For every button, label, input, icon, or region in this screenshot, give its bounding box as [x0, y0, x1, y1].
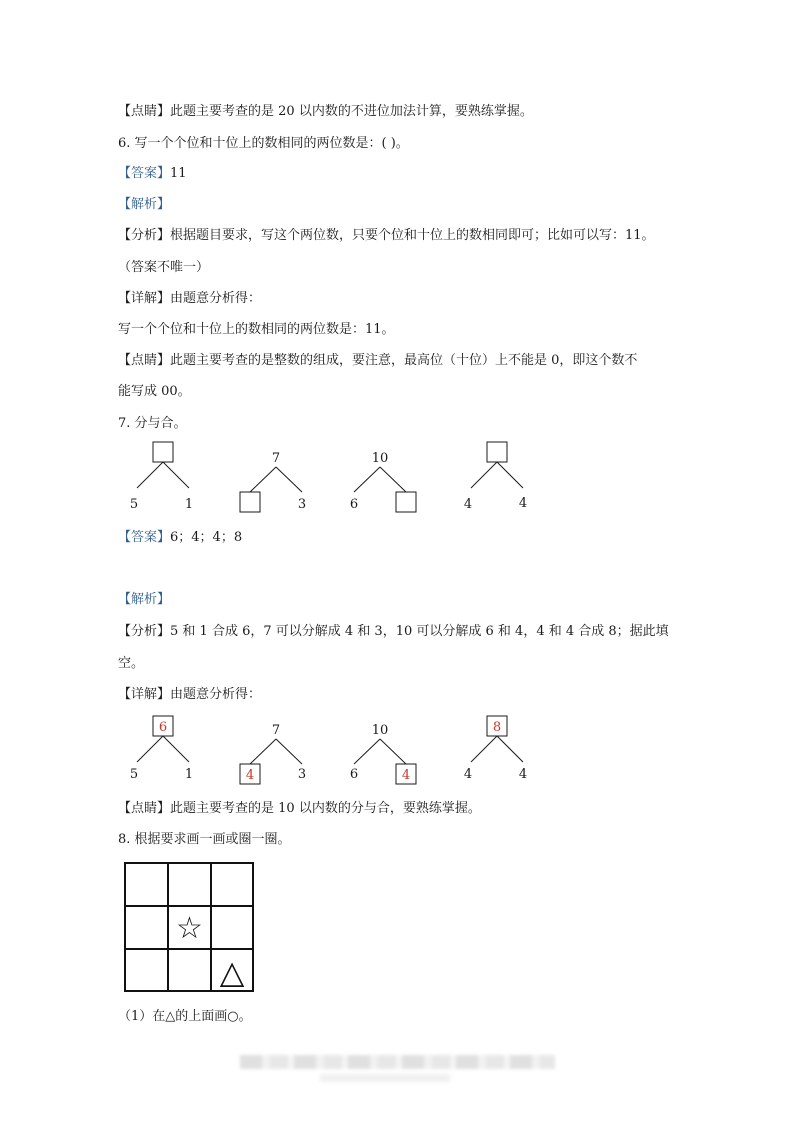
branch-right: [276, 467, 302, 492]
tree-top: 10: [371, 451, 389, 466]
q7-jiexi-tag: 【解析】: [118, 592, 171, 607]
answer-text: 6；4；4；8: [170, 530, 243, 545]
blank-box[interactable]: [396, 492, 416, 512]
answer-tag: 【答案】: [118, 530, 171, 545]
xiangjie-text: 由题意分析得：: [170, 291, 262, 306]
branch-right: [380, 739, 406, 764]
blurred-watermark-line2: [320, 1074, 450, 1082]
q8-question: 8. 根据要求画一画或圈一圈。: [118, 832, 291, 847]
dianjing-tag: 【点睛】: [118, 104, 171, 119]
blank-box[interactable]: [487, 442, 507, 462]
blank-box[interactable]: [240, 492, 260, 512]
tree-right: 4: [518, 767, 528, 782]
branch-left: [471, 736, 497, 762]
branch-right: [380, 467, 406, 492]
blurred-watermark: [240, 1055, 555, 1069]
branch-right: [276, 739, 302, 764]
branch-left: [250, 739, 276, 764]
dianjing-tag: 【点睛】: [118, 353, 171, 368]
fenxi-text: 5 和 1 合成 6，7 可以分解成 4 和 3，10 可以分解成 6 和 4，4 和 4 合成 8；据此填: [170, 624, 669, 639]
q7-answer-line: [118, 530, 242, 546]
tree-top: 10: [371, 723, 389, 738]
solution-tree-3: [350, 723, 416, 784]
blank-box[interactable]: [153, 442, 173, 462]
dianjing-tag: 【点睛】: [118, 801, 171, 816]
branch-right: [497, 736, 523, 762]
solution-tree-4: [464, 716, 527, 782]
problem-tree-2: [240, 451, 306, 512]
tree-left-answer: 4: [245, 768, 255, 783]
star-icon: ☆: [176, 911, 203, 946]
tree-right: 3: [297, 497, 307, 512]
q6-xiangjie-line2: 写一个个位和十位上的数相同的两位数是：11。: [118, 322, 395, 337]
q8-sub1: （1）在△的上面画○。: [118, 1009, 252, 1024]
tree-right: 1: [184, 497, 194, 512]
dianjing-text: 此题主要考查的是 20 以内数的不进位加法计算，要熟练掌握。: [170, 104, 533, 119]
tree-top: 7: [271, 723, 281, 738]
branch-left: [354, 467, 380, 492]
branch-right: [163, 736, 189, 762]
tree-left: 4: [463, 767, 473, 782]
tree-right: 1: [184, 767, 194, 782]
fenxi-tag: 【分析】: [118, 624, 171, 639]
tree-top-answer: 6: [158, 720, 168, 735]
tree-left: 6: [349, 767, 359, 782]
q8-grid: [124, 862, 254, 992]
answer-text: 11: [170, 166, 187, 181]
tree-left: 5: [129, 497, 139, 512]
tree-left: 5: [129, 767, 139, 782]
problem-tree-4: [464, 442, 527, 512]
branch-left: [471, 462, 497, 488]
branch-left: [137, 736, 163, 762]
q6-dianjing-line2: 能写成 00。: [118, 384, 191, 399]
q6-question: 6. 写一个个位和十位上的数相同的两位数是：( )。: [118, 136, 409, 151]
xiangjie-tag: 【详解】: [118, 291, 171, 306]
branch-right: [497, 462, 523, 488]
tree-right-answer: 4: [401, 768, 411, 783]
tree-right: 3: [297, 767, 307, 782]
branch-left: [354, 739, 380, 764]
dianjing-text: 此题主要考查的是整数的组成，要注意，最高位（十位）上不能是 0，即这个数不: [170, 353, 638, 368]
problem-tree-1: [130, 442, 193, 512]
dianjing-text: 此题主要考查的是 10 以内数的分与合，要熟练掌握。: [170, 801, 481, 816]
answer-tag: 【答案】: [118, 166, 171, 181]
q6-fenxi-line2: （答案不唯一）: [118, 260, 210, 275]
tree-left: 6: [349, 497, 359, 512]
q7-dianjing-line: [118, 801, 481, 817]
q6-jiexi-tag: 【解析】: [118, 197, 171, 212]
branch-left: [250, 467, 276, 492]
fenxi-tag: 【分析】: [118, 228, 171, 243]
q7-question: 7. 分与合。: [118, 416, 187, 431]
q7-fenxi-line2: 空。: [118, 656, 145, 671]
solution-tree-1: [130, 716, 193, 782]
branch-left: [137, 462, 163, 488]
xiangjie-tag: 【详解】: [118, 687, 171, 702]
tree-left: 4: [463, 497, 473, 512]
problem-tree-3: [350, 451, 416, 512]
q7-fenxi-line: [118, 624, 669, 640]
fenxi-text: 根据题目要求，写这个两位数，只要个位和十位上的数相同即可；比如可以写：11。: [170, 228, 655, 243]
q7-xiangjie-line: [118, 687, 261, 703]
solution-tree-2: [240, 723, 306, 784]
xiangjie-text: 由题意分析得：: [170, 687, 262, 702]
tree-top-answer: 8: [492, 720, 502, 735]
tree-top: 7: [271, 451, 281, 466]
tree-right: 4: [518, 496, 528, 511]
branch-right: [163, 462, 189, 488]
triangle-icon: △: [219, 953, 245, 991]
